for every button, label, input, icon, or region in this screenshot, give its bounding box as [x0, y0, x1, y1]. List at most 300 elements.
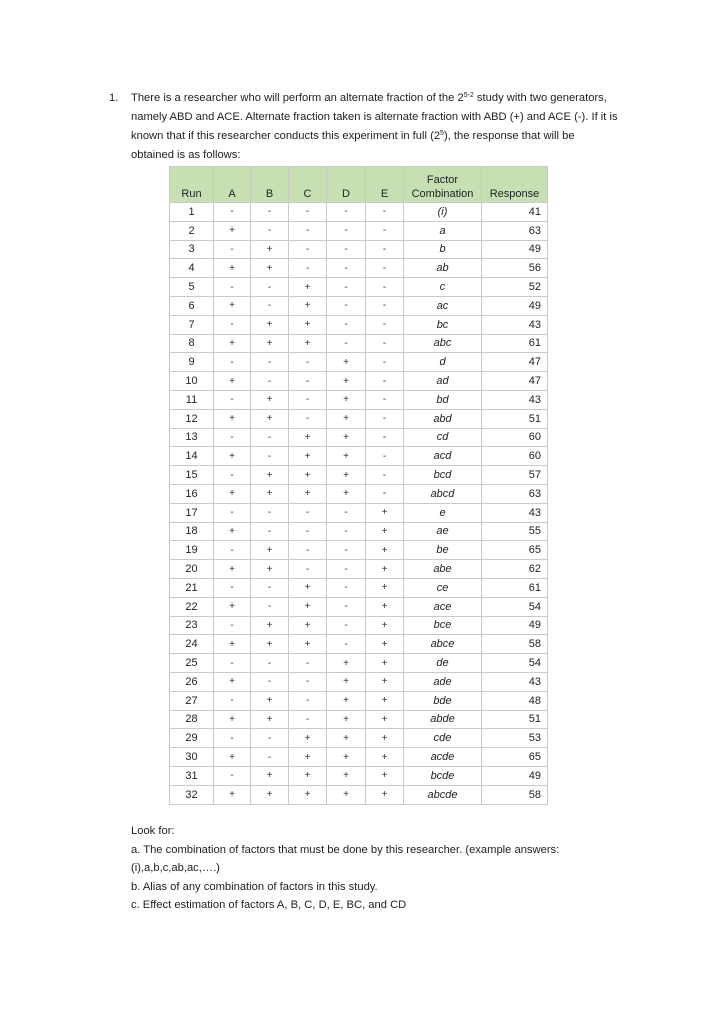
cell-response: 56 [482, 259, 548, 278]
cell-c: + [289, 635, 327, 654]
cell-factor-combination: d [404, 353, 482, 372]
header-factor-combination [404, 167, 482, 203]
cell-a: - [214, 353, 251, 372]
table-row [170, 729, 548, 748]
cell-response: 43 [482, 390, 548, 409]
cell-factor-combination: abcd [404, 484, 482, 503]
cell-run: 28 [170, 710, 214, 729]
header-c: C [289, 167, 327, 203]
design-superscript: 5-2 [463, 92, 474, 99]
cell-run: 1 [170, 203, 214, 222]
cell-d: + [327, 766, 366, 785]
cell-d: + [327, 729, 366, 748]
cell-a: + [214, 447, 251, 466]
cell-e: - [366, 278, 404, 297]
cell-factor-combination: ade [404, 672, 482, 691]
cell-factor-combination: be [404, 541, 482, 560]
table-header [170, 167, 548, 203]
cell-run: 8 [170, 334, 214, 353]
cell-b: - [251, 278, 289, 297]
cell-d: + [327, 748, 366, 767]
cell-b: - [251, 447, 289, 466]
table-row [170, 447, 548, 466]
cell-response: 61 [482, 334, 548, 353]
cell-factor-combination: ac [404, 296, 482, 315]
cell-a: + [214, 484, 251, 503]
cell-factor-combination: ab [404, 259, 482, 278]
cell-a: - [214, 240, 251, 259]
cell-e: + [366, 729, 404, 748]
cell-response: 57 [482, 466, 548, 485]
cell-factor-combination: c [404, 278, 482, 297]
cell-b: + [251, 560, 289, 579]
cell-run: 6 [170, 296, 214, 315]
cell-d: + [327, 353, 366, 372]
cell-factor-combination: acd [404, 447, 482, 466]
cell-c: - [289, 390, 327, 409]
cell-a: - [214, 616, 251, 635]
cell-response: 55 [482, 522, 548, 541]
header-run: Run [170, 167, 214, 203]
cell-b: + [251, 466, 289, 485]
table-row [170, 390, 548, 409]
cell-factor-combination: bcd [404, 466, 482, 485]
cell-d: - [327, 259, 366, 278]
cell-run: 25 [170, 654, 214, 673]
cell-b: + [251, 390, 289, 409]
cell-a: + [214, 259, 251, 278]
cell-factor-combination: b [404, 240, 482, 259]
cell-c: + [289, 748, 327, 767]
header-response: Response [482, 167, 548, 203]
cell-d: + [327, 372, 366, 391]
cell-d: + [327, 785, 366, 804]
cell-b: + [251, 766, 289, 785]
cell-b: - [251, 672, 289, 691]
cell-run: 30 [170, 748, 214, 767]
table-row [170, 597, 548, 616]
cell-a: - [214, 315, 251, 334]
cell-d: + [327, 484, 366, 503]
cell-run: 15 [170, 466, 214, 485]
cell-response: 58 [482, 785, 548, 804]
cell-e: - [366, 428, 404, 447]
cell-a: + [214, 296, 251, 315]
cell-c: - [289, 240, 327, 259]
cell-a: - [214, 578, 251, 597]
cell-run: 5 [170, 278, 214, 297]
cell-d: - [327, 296, 366, 315]
cell-d: - [327, 221, 366, 240]
cell-a: - [214, 654, 251, 673]
cell-response: 63 [482, 221, 548, 240]
cell-factor-combination: abd [404, 409, 482, 428]
cell-c: - [289, 672, 327, 691]
table-row [170, 635, 548, 654]
cell-b: + [251, 635, 289, 654]
cell-run: 10 [170, 372, 214, 391]
cell-b: + [251, 710, 289, 729]
cell-c: + [289, 578, 327, 597]
cell-d: - [327, 578, 366, 597]
cell-c: - [289, 560, 327, 579]
cell-d: + [327, 428, 366, 447]
cell-b: + [251, 409, 289, 428]
cell-run: 13 [170, 428, 214, 447]
cell-run: 22 [170, 597, 214, 616]
header-comb-line1: Factor [426, 174, 459, 186]
cell-response: 58 [482, 635, 548, 654]
cell-e: + [366, 503, 404, 522]
cell-factor-combination: ad [404, 372, 482, 391]
table-row [170, 578, 548, 597]
cell-b: + [251, 315, 289, 334]
cell-a: - [214, 503, 251, 522]
cell-e: + [366, 635, 404, 654]
cell-c: - [289, 503, 327, 522]
cell-a: + [214, 372, 251, 391]
cell-factor-combination: abe [404, 560, 482, 579]
cell-b: - [251, 221, 289, 240]
cell-a: + [214, 221, 251, 240]
cell-c: + [289, 334, 327, 353]
cell-run: 14 [170, 447, 214, 466]
cell-a: + [214, 597, 251, 616]
table-row [170, 654, 548, 673]
cell-b: - [251, 203, 289, 222]
cell-response: 49 [482, 296, 548, 315]
cell-e: + [366, 766, 404, 785]
cell-b: - [251, 296, 289, 315]
cell-b: - [251, 654, 289, 673]
cell-response: 51 [482, 710, 548, 729]
cell-factor-combination: bcde [404, 766, 482, 785]
cell-run: 11 [170, 390, 214, 409]
cell-a: - [214, 203, 251, 222]
cell-e: - [366, 447, 404, 466]
cell-d: - [327, 278, 366, 297]
cell-b: + [251, 691, 289, 710]
cell-b: - [251, 503, 289, 522]
cell-d: - [327, 597, 366, 616]
cell-response: 48 [482, 691, 548, 710]
cell-run: 29 [170, 729, 214, 748]
cell-a: + [214, 672, 251, 691]
cell-e: + [366, 541, 404, 560]
cell-a: - [214, 428, 251, 447]
cell-e: - [366, 334, 404, 353]
cell-response: 60 [482, 428, 548, 447]
cell-d: + [327, 672, 366, 691]
cell-b: + [251, 484, 289, 503]
cell-run: 20 [170, 560, 214, 579]
cell-c: + [289, 466, 327, 485]
cell-e: - [366, 409, 404, 428]
cell-b: + [251, 541, 289, 560]
cell-e: - [366, 484, 404, 503]
cell-c: - [289, 409, 327, 428]
table-row [170, 278, 548, 297]
cell-e: - [366, 203, 404, 222]
header-d: D [327, 167, 366, 203]
problem-text-part2: study with two generators, namely ABD and ACE. Alternate fraction taken is alternate fraction with ABD (+) and ACE (-). If it is known that if this researcher conducts this experiment in full (2 [131, 92, 618, 142]
cell-d: + [327, 390, 366, 409]
cell-run: 19 [170, 541, 214, 560]
table-row [170, 466, 548, 485]
cell-b: + [251, 240, 289, 259]
cell-c: - [289, 221, 327, 240]
cell-factor-combination: a [404, 221, 482, 240]
cell-response: 49 [482, 766, 548, 785]
cell-a: - [214, 390, 251, 409]
table-row [170, 315, 548, 334]
full-design-superscript: 5 [440, 130, 444, 137]
cell-factor-combination: bd [404, 390, 482, 409]
cell-e: + [366, 691, 404, 710]
cell-c: - [289, 691, 327, 710]
cell-factor-combination: bc [404, 315, 482, 334]
cell-response: 54 [482, 654, 548, 673]
cell-response: 49 [482, 616, 548, 635]
cell-d: - [327, 522, 366, 541]
cell-d: - [327, 203, 366, 222]
cell-c: - [289, 203, 327, 222]
cell-e: + [366, 672, 404, 691]
table-body [170, 203, 548, 805]
cell-a: - [214, 541, 251, 560]
cell-run: 12 [170, 409, 214, 428]
cell-c: + [289, 484, 327, 503]
cell-run: 9 [170, 353, 214, 372]
cell-e: - [366, 390, 404, 409]
cell-run: 16 [170, 484, 214, 503]
cell-d: + [327, 710, 366, 729]
cell-c: + [289, 766, 327, 785]
cell-b: - [251, 729, 289, 748]
question-c: c. Effect estimation of factors A, B, C, D, E, BC, and CD [131, 899, 407, 911]
cell-e: + [366, 785, 404, 804]
cell-c: + [289, 296, 327, 315]
cell-factor-combination: ce [404, 578, 482, 597]
cell-b: + [251, 616, 289, 635]
question-a: a. The combination of factors that must be done by this researcher. (example answers: (i),a,b,c,ab,ac,….) [131, 843, 560, 874]
cell-c: + [289, 315, 327, 334]
cell-run: 24 [170, 635, 214, 654]
table-row [170, 484, 548, 503]
cell-run: 32 [170, 785, 214, 804]
cell-factor-combination: e [404, 503, 482, 522]
cell-c: + [289, 729, 327, 748]
cell-a: - [214, 766, 251, 785]
cell-b: - [251, 353, 289, 372]
cell-a: + [214, 785, 251, 804]
table-row [170, 296, 548, 315]
cell-response: 60 [482, 447, 548, 466]
cell-b: - [251, 522, 289, 541]
table-row [170, 691, 548, 710]
cell-response: 61 [482, 578, 548, 597]
cell-run: 7 [170, 315, 214, 334]
cell-d: + [327, 654, 366, 673]
cell-c: - [289, 710, 327, 729]
cell-d: - [327, 315, 366, 334]
cell-e: + [366, 597, 404, 616]
cell-c: + [289, 597, 327, 616]
table-row [170, 672, 548, 691]
cell-b: + [251, 259, 289, 278]
cell-run: 2 [170, 221, 214, 240]
header-e: E [366, 167, 404, 203]
table-row [170, 748, 548, 767]
cell-c: - [289, 522, 327, 541]
cell-factor-combination: abcde [404, 785, 482, 804]
cell-run: 26 [170, 672, 214, 691]
cell-b: - [251, 578, 289, 597]
cell-d: + [327, 691, 366, 710]
cell-a: + [214, 710, 251, 729]
cell-d: - [327, 334, 366, 353]
cell-d: - [327, 635, 366, 654]
cell-c: - [289, 541, 327, 560]
cell-response: 41 [482, 203, 548, 222]
cell-factor-combination: acde [404, 748, 482, 767]
problem-text-part1: There is a researcher who will perform an alternate fraction of the 2 [131, 92, 464, 104]
table-row [170, 766, 548, 785]
cell-c: - [289, 259, 327, 278]
cell-factor-combination: de [404, 654, 482, 673]
cell-a: + [214, 409, 251, 428]
header-comb-line2: Combination [411, 188, 474, 200]
cell-e: + [366, 616, 404, 635]
cell-d: - [327, 560, 366, 579]
cell-response: 49 [482, 240, 548, 259]
cell-e: + [366, 578, 404, 597]
problem-text [131, 89, 619, 165]
cell-e: - [366, 372, 404, 391]
cell-c: + [289, 785, 327, 804]
problem-text-part3: ), the response that will be obtained is as follows: [131, 130, 575, 161]
cell-e: + [366, 654, 404, 673]
cell-run: 27 [170, 691, 214, 710]
cell-a: + [214, 334, 251, 353]
cell-c: - [289, 654, 327, 673]
cell-response: 43 [482, 672, 548, 691]
cell-e: + [366, 748, 404, 767]
cell-c: + [289, 428, 327, 447]
cell-a: - [214, 278, 251, 297]
cell-factor-combination: abce [404, 635, 482, 654]
cell-b: - [251, 748, 289, 767]
table-row [170, 409, 548, 428]
cell-a: - [214, 691, 251, 710]
table-row [170, 203, 548, 222]
cell-factor-combination: (i) [404, 203, 482, 222]
cell-run: 23 [170, 616, 214, 635]
cell-b: - [251, 372, 289, 391]
cell-d: - [327, 541, 366, 560]
cell-e: - [366, 221, 404, 240]
cell-a: - [214, 729, 251, 748]
cell-factor-combination: ae [404, 522, 482, 541]
table-row [170, 240, 548, 259]
cell-c: - [289, 353, 327, 372]
table-row [170, 428, 548, 447]
cell-d: + [327, 447, 366, 466]
question-b: b. Alias of any combination of factors in this study. [131, 880, 378, 893]
cell-a: + [214, 522, 251, 541]
cell-response: 54 [482, 597, 548, 616]
cell-e: - [366, 353, 404, 372]
table-row [170, 541, 548, 560]
cell-response: 62 [482, 560, 548, 579]
table-row [170, 259, 548, 278]
table-row [170, 785, 548, 804]
cell-e: + [366, 710, 404, 729]
cell-c: + [289, 278, 327, 297]
cell-d: + [327, 466, 366, 485]
cell-response: 65 [482, 541, 548, 560]
cell-factor-combination: abde [404, 710, 482, 729]
table-row [170, 353, 548, 372]
cell-response: 63 [482, 484, 548, 503]
cell-run: 3 [170, 240, 214, 259]
cell-e: + [366, 522, 404, 541]
cell-response: 53 [482, 729, 548, 748]
cell-d: + [327, 409, 366, 428]
cell-factor-combination: ace [404, 597, 482, 616]
problem-number: 1. [109, 92, 119, 104]
cell-d: - [327, 240, 366, 259]
look-for-section [131, 822, 621, 915]
cell-factor-combination: bce [404, 616, 482, 635]
cell-d: - [327, 503, 366, 522]
cell-d: - [327, 616, 366, 635]
cell-a: + [214, 748, 251, 767]
cell-run: 4 [170, 259, 214, 278]
table-row [170, 372, 548, 391]
table-row [170, 221, 548, 240]
table-row [170, 616, 548, 635]
table-row [170, 503, 548, 522]
cell-b: + [251, 334, 289, 353]
cell-response: 65 [482, 748, 548, 767]
cell-a: + [214, 560, 251, 579]
design-table [169, 166, 548, 805]
cell-e: - [366, 315, 404, 334]
header-b: B [251, 167, 289, 203]
cell-response: 52 [482, 278, 548, 297]
cell-factor-combination: abc [404, 334, 482, 353]
cell-c: + [289, 447, 327, 466]
cell-e: - [366, 259, 404, 278]
table-row [170, 710, 548, 729]
cell-e: + [366, 560, 404, 579]
table-row [170, 334, 548, 353]
cell-a: + [214, 635, 251, 654]
cell-e: - [366, 240, 404, 259]
cell-response: 43 [482, 315, 548, 334]
cell-b: + [251, 785, 289, 804]
table-row [170, 522, 548, 541]
cell-e: - [366, 466, 404, 485]
table-row [170, 560, 548, 579]
cell-run: 18 [170, 522, 214, 541]
cell-factor-combination: bde [404, 691, 482, 710]
cell-factor-combination: cd [404, 428, 482, 447]
cell-c: + [289, 616, 327, 635]
cell-c: - [289, 372, 327, 391]
cell-run: 31 [170, 766, 214, 785]
